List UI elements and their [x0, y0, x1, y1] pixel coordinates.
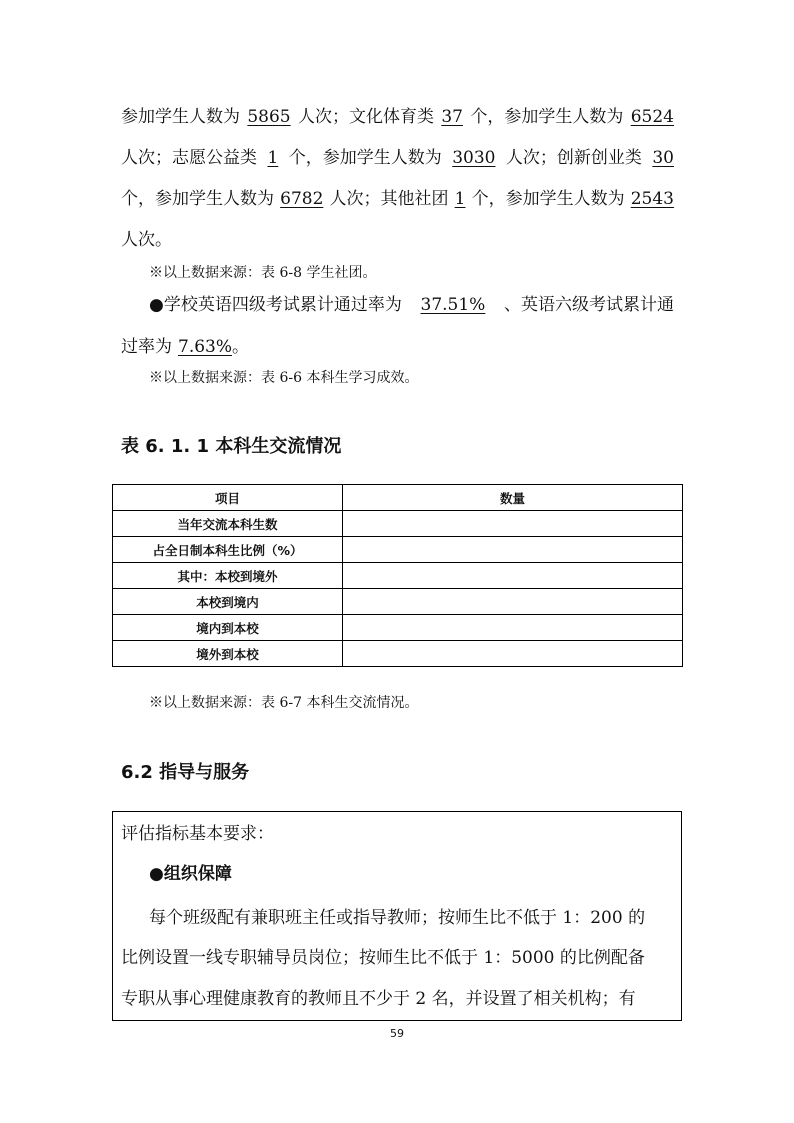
row-label: 占全日制本科生比例（%）: [113, 537, 343, 563]
row-label: 当年交流本科生数: [113, 511, 343, 537]
section-heading: 6.2 指导与服务: [121, 762, 250, 783]
header-quantity: 数量: [343, 485, 683, 511]
source-note: ※以上数据来源：表 6-6 本科生学习成效。: [149, 370, 419, 386]
row-value: [343, 641, 683, 667]
table-row: [113, 589, 683, 615]
row-label: 本校到境内: [113, 589, 343, 615]
text-run: 学校英语四级考试累计通过率为: [163, 295, 402, 315]
underlined-value: 6782: [280, 189, 324, 209]
requirements-box: [112, 811, 682, 1021]
text-run: 个，参加学生人数为: [288, 148, 442, 168]
box-text-line: 专职从事心理健康教育的教师且不少于 2 名，并设置了相关机构；有: [121, 989, 636, 1009]
bullet-icon: ●: [149, 295, 164, 315]
table-row: [113, 615, 683, 641]
row-value: [343, 589, 683, 615]
text-run: 、英语六级考试累计通: [503, 295, 674, 315]
underlined-value: 1: [454, 189, 466, 209]
row-label: 境外到本校: [113, 641, 343, 667]
underlined-value: 37: [441, 107, 463, 127]
box-title: 评估指标基本要求：: [121, 824, 274, 844]
underlined-value: 37.51%: [420, 295, 486, 315]
text-run: 人次；其他社团: [329, 189, 449, 209]
table-header-row: [113, 485, 683, 511]
underlined-value: 5865: [247, 107, 291, 127]
underlined-value: 1: [267, 148, 279, 168]
row-value: [343, 511, 683, 537]
text-run: 个，参加学生人数为: [121, 189, 274, 209]
box-text-line: 比例设置一线专职辅导员岗位；按师生比不低于 1：5000 的比例配备: [121, 948, 645, 968]
row-value: [343, 563, 683, 589]
source-note: ※以上数据来源：表 6-8 学生社团。: [149, 265, 377, 281]
table-row: [113, 641, 683, 667]
source-note: ※以上数据来源：表 6-7 本科生交流情况。: [149, 695, 419, 711]
text-run: 个，参加学生人数为: [471, 189, 625, 209]
text-run: 过率为: [121, 337, 172, 357]
underlined-value: 7.63%: [178, 337, 233, 357]
underlined-value: 3030: [452, 148, 496, 168]
underlined-value: 30: [652, 148, 674, 168]
text-run: 参加学生人数为: [121, 107, 240, 127]
text-run: 。: [232, 337, 250, 357]
text-run: 人次；文化体育类: [297, 107, 434, 127]
row-label: 境内到本校: [113, 615, 343, 641]
paragraph-line: [121, 105, 674, 129]
box-text-line: 每个班级配有兼职班主任或指导教师；按师生比不低于 1：200 的: [149, 908, 646, 928]
paragraph-line: [121, 187, 674, 211]
underlined-value: 6524: [630, 107, 674, 127]
paragraph-line: [121, 228, 674, 252]
header-item: 项目: [113, 485, 343, 511]
paragraph-line: [121, 146, 674, 170]
underlined-value: 2543: [630, 189, 674, 209]
text-run: 人次；志愿公益类: [121, 148, 257, 168]
table-row: [113, 563, 683, 589]
text-run: 人次；创新创业类: [505, 148, 642, 168]
text-run: 个，参加学生人数为: [470, 107, 624, 127]
exchange-table: [112, 484, 683, 667]
table-row: [113, 511, 683, 537]
table-title: 表 6. 1. 1 本科生交流情况: [121, 436, 342, 457]
row-value: [343, 537, 683, 563]
box-subheading: ●组织保障: [149, 864, 232, 884]
row-value: [343, 615, 683, 641]
bullet-line: [149, 293, 674, 317]
text-run: 人次。: [121, 230, 172, 250]
bullet-line: [121, 335, 674, 359]
row-label: 其中：本校到境外: [113, 563, 343, 589]
page-number: 59: [390, 1027, 404, 1040]
table-row: [113, 537, 683, 563]
